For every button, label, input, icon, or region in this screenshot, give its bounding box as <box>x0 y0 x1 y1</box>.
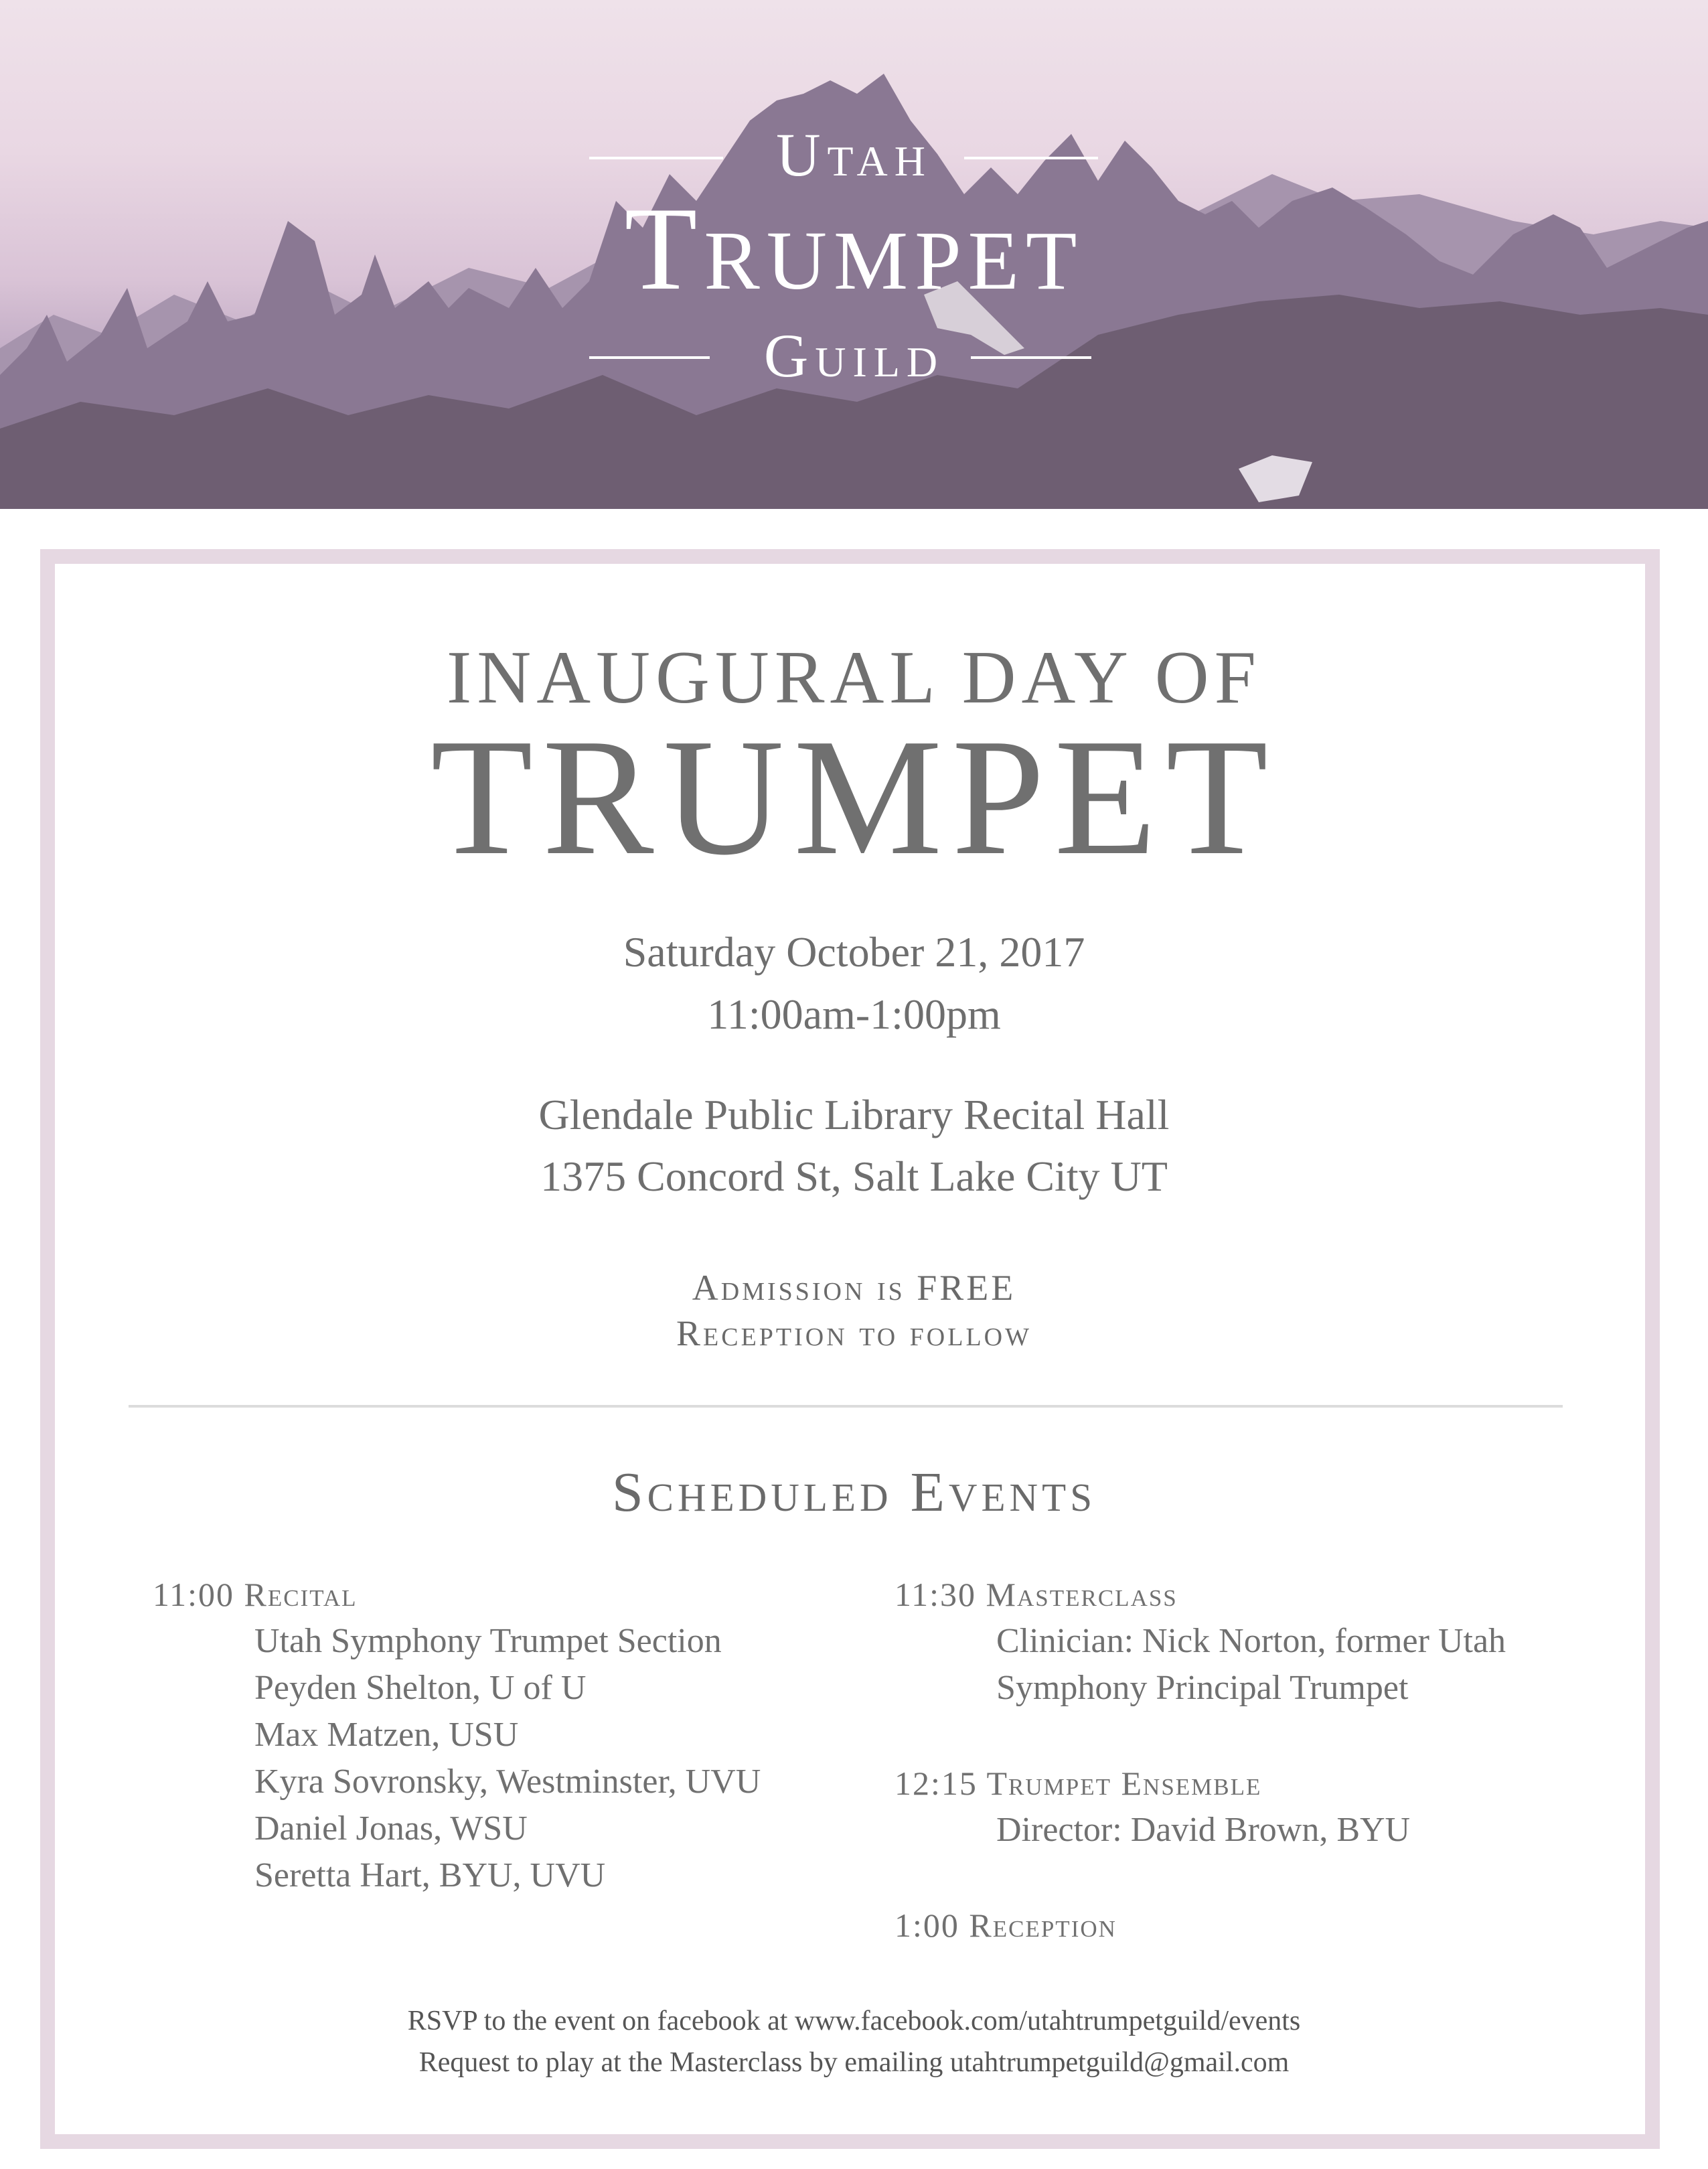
performer-item: Kyra Sovronsky, Westminster, UVU <box>254 1763 761 1801</box>
rsvp-note: RSVP to the event on facebook at www.facebook.com/utahtrumpetguild/events <box>407 2006 1301 2036</box>
masterclass-heading: 11:30 Masterclass <box>895 1576 1178 1613</box>
performer-item: Seretta Hart, BYU, UVU <box>254 1856 606 1894</box>
brand-utah: Utah <box>776 121 932 189</box>
schedule-column-right <box>895 1571 1506 1949</box>
header-banner <box>0 0 1708 509</box>
event-venue: Glendale Public Library Recital Hall <box>538 1091 1170 1138</box>
schedule-title: Scheduled Events <box>611 1461 1097 1523</box>
ensemble-heading: 12:15 Trumpet Ensemble <box>895 1765 1262 1802</box>
title-line-2: TRUMPET <box>431 704 1277 890</box>
performer-item: Peyden Shelton, U of U <box>254 1669 587 1707</box>
reception-note: Reception to follow <box>676 1313 1032 1353</box>
section-divider <box>129 1405 1563 1408</box>
performer-item: Utah Symphony Trumpet Section <box>254 1622 722 1660</box>
event-address: 1375 Concord St, Salt Lake City UT <box>540 1152 1168 1200</box>
recital-heading: 11:00 Recital <box>153 1576 358 1613</box>
ensemble-detail: Director: David Brown, BYU <box>996 1811 1411 1849</box>
masterclass-request-note: Request to play at the Masterclass by emailing utahtrumpetguild@gmail.com <box>418 2047 1290 2078</box>
event-date: Saturday October 21, 2017 <box>623 928 1085 976</box>
admission-note: Admission is FREE <box>692 1268 1016 1308</box>
brand-guild: Guild <box>763 321 945 390</box>
performer-item: Max Matzen, USU <box>254 1716 519 1754</box>
masterclass-detail: Clinician: Nick Norton, former Utah <box>996 1622 1506 1660</box>
masterclass-detail: Symphony Principal Trumpet <box>996 1669 1409 1707</box>
schedule-column-left <box>153 1571 761 1899</box>
reception-heading: 1:00 Reception <box>895 1906 1117 1944</box>
event-time: 11:00am-1:00pm <box>707 990 1001 1038</box>
brand-trumpet: Trumpet <box>624 182 1084 315</box>
brand-logo <box>0 0 1708 509</box>
performer-item: Daniel Jonas, WSU <box>254 1809 528 1848</box>
title-line-1: INAUGURAL DAY OF <box>447 636 1261 719</box>
